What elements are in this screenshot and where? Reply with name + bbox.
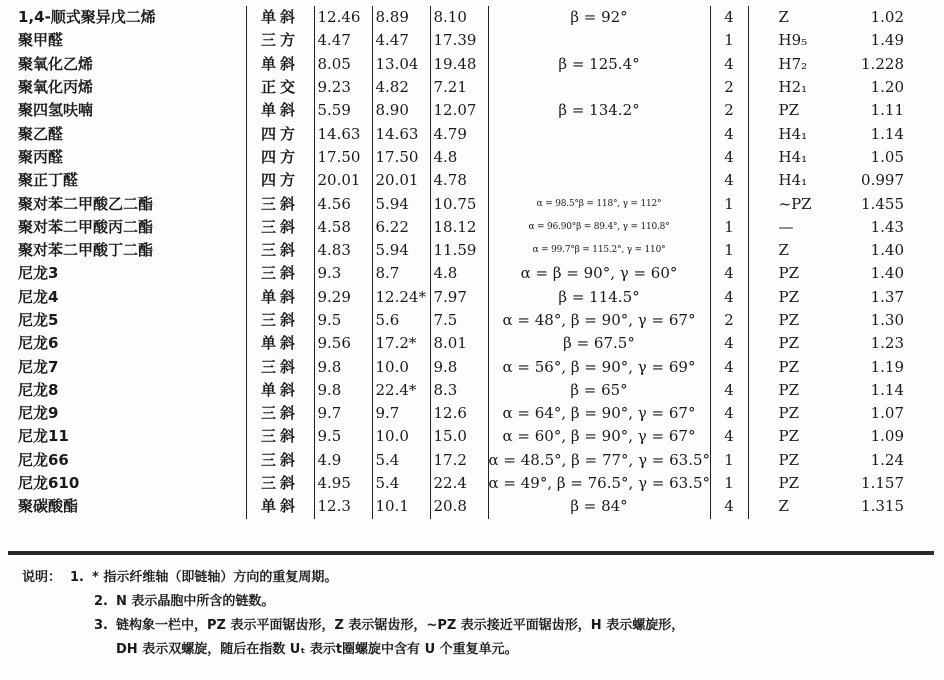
cell-lattice-b: 22.4* — [372, 379, 430, 402]
cell-conformation: Z — [748, 6, 834, 29]
cell-conformation: ~PZ — [748, 192, 834, 215]
cell-crystal-system: 三斜 — [246, 239, 314, 262]
cell-density: 1.23 — [870, 334, 904, 353]
cell-lattice-b: 5.94 — [372, 192, 430, 215]
cell-chain-count: 4 — [710, 53, 748, 76]
cell-lattice-c: 17.39 — [430, 29, 488, 52]
cell-conformation: Z — [748, 495, 834, 518]
cell-angles: β = 67.5° — [488, 332, 710, 355]
cell-lattice-a: 4.56 — [314, 192, 372, 215]
table-row — [6, 53, 938, 76]
cell-chain-count: 4 — [710, 495, 748, 518]
table-row — [6, 239, 938, 262]
cell-angles: β = 125.4° — [488, 53, 710, 76]
cell-lattice-b: 17.50 — [372, 146, 430, 169]
table-row — [6, 146, 938, 169]
cell-angles — [488, 169, 710, 192]
note-text: * 指示纤维轴（即链轴）方向的重复周期。 — [92, 570, 338, 585]
cell-angles: β = 65° — [488, 379, 710, 402]
cell-lattice-b: 8.89 — [372, 6, 430, 29]
cell-lattice-c: 12.07 — [430, 99, 488, 122]
cell-conformation: H2₁ — [748, 76, 834, 99]
cell-density: 1.14 — [870, 380, 904, 399]
cell-lattice-c: 7.97 — [430, 286, 488, 309]
cell-density: 1.09 — [870, 427, 904, 446]
cell-lattice-a: 9.7 — [314, 402, 372, 425]
table-row — [6, 76, 938, 99]
cell-chain-count: 1 — [710, 239, 748, 262]
cell-lattice-c: 10.75 — [430, 192, 488, 215]
notes-section — [22, 566, 922, 662]
cell-lattice-c: 8.3 — [430, 379, 488, 402]
cell-lattice-c: 19.48 — [430, 53, 488, 76]
cell-density: 1.455 — [861, 194, 904, 213]
cell-crystal-system: 三方 — [246, 29, 314, 52]
cell-lattice-a: 12.3 — [314, 495, 372, 518]
note-text-continuation: DH 表示双螺旋，随后在指数 Uₜ 表示t圈螺旋中含有 U 个重复单元。 — [116, 642, 518, 657]
cell-polymer-name: 尼龙11 — [18, 427, 69, 446]
cell-polymer-name: 聚对苯二甲酸丁二酯 — [18, 241, 154, 260]
cell-polymer-name: 聚对苯二甲酸丙二酯 — [18, 217, 154, 236]
cell-density: 1.40 — [870, 241, 904, 260]
cell-crystal-system: 单斜 — [246, 6, 314, 29]
cell-lattice-c: 15.0 — [430, 425, 488, 448]
cell-lattice-c: 18.12 — [430, 216, 488, 239]
cell-lattice-a: 9.5 — [314, 425, 372, 448]
cell-chain-count: 4 — [710, 6, 748, 29]
cell-lattice-a: 4.9 — [314, 449, 372, 472]
cell-lattice-b: 12.24* — [372, 286, 430, 309]
cell-polymer-name: 聚正丁醛 — [18, 171, 79, 190]
table-row — [6, 472, 938, 495]
table-row — [6, 402, 938, 425]
cell-density: 1.05 — [870, 147, 904, 166]
table-row — [6, 169, 938, 192]
cell-crystal-system: 正交 — [246, 76, 314, 99]
cell-lattice-c: 22.4 — [430, 472, 488, 495]
cell-angles: α = 64°, β = 90°, γ = 67° — [488, 402, 710, 425]
table-row — [6, 449, 938, 472]
cell-lattice-c: 7.5 — [430, 309, 488, 332]
cell-lattice-b: 5.4 — [372, 472, 430, 495]
cell-angles: α = 96.90°β = 89.4°, γ = 110.8° — [488, 216, 710, 239]
cell-crystal-system: 单斜 — [246, 379, 314, 402]
cell-conformation: H4₁ — [748, 169, 834, 192]
note-number: 1. — [70, 570, 84, 585]
cell-chain-count: 4 — [710, 332, 748, 355]
cell-lattice-b: 8.90 — [372, 99, 430, 122]
table-row — [6, 99, 938, 122]
table-row — [6, 332, 938, 355]
table-row — [6, 379, 938, 402]
cell-lattice-b: 13.04 — [372, 53, 430, 76]
cell-crystal-system: 三斜 — [246, 216, 314, 239]
cell-density: 1.11 — [870, 101, 904, 120]
cell-crystal-system: 三斜 — [246, 402, 314, 425]
cell-chain-count: 1 — [710, 472, 748, 495]
cell-lattice-a: 20.01 — [314, 169, 372, 192]
crystal-data-table — [6, 6, 938, 519]
cell-lattice-a: 9.8 — [314, 379, 372, 402]
cell-chain-count: 2 — [710, 76, 748, 99]
cell-chain-count: 4 — [710, 425, 748, 448]
cell-density: 1.40 — [870, 264, 904, 283]
cell-lattice-b: 5.4 — [372, 449, 430, 472]
cell-density: 1.30 — [870, 311, 904, 329]
table-row — [6, 216, 938, 239]
cell-lattice-b: 20.01 — [372, 169, 430, 192]
cell-conformation: PZ — [748, 262, 834, 285]
note-line-3 — [22, 614, 922, 638]
cell-angles: β = 84° — [488, 495, 710, 518]
cell-conformation: PZ — [748, 355, 834, 378]
cell-chain-count: 4 — [710, 355, 748, 378]
cell-angles: β = 134.2° — [488, 99, 710, 122]
cell-polymer-name: 聚丙醛 — [18, 147, 64, 166]
note-text: 链构象一栏中，PZ 表示平面锯齿形，Z 表示锯齿形，~PZ 表示接近平面锯齿形，H 表示螺旋形， — [116, 618, 685, 633]
table-row — [6, 355, 938, 378]
cell-conformation: H4₁ — [748, 122, 834, 145]
cell-angles — [488, 76, 710, 99]
cell-lattice-c: 7.21 — [430, 76, 488, 99]
note-number: 2. — [94, 594, 108, 609]
cell-angles: α = 60°, β = 90°, γ = 67° — [488, 425, 710, 448]
cell-crystal-system: 三斜 — [246, 309, 314, 332]
cell-polymer-name: 尼龙8 — [18, 380, 59, 399]
cell-lattice-b: 6.22 — [372, 216, 430, 239]
cell-chain-count: 4 — [710, 379, 748, 402]
cell-conformation: PZ — [748, 286, 834, 309]
cell-chain-count: 2 — [710, 309, 748, 332]
cell-density: 1.43 — [870, 217, 904, 236]
cell-chain-count: 4 — [710, 402, 748, 425]
cell-lattice-a: 12.46 — [314, 6, 372, 29]
cell-density: 1.49 — [870, 31, 904, 50]
cell-conformation: H7₂ — [748, 53, 834, 76]
cell-lattice-c: 9.8 — [430, 355, 488, 378]
cell-angles: α = 49°, β = 76.5°, γ = 63.5° — [488, 472, 710, 495]
cell-lattice-b: 5.94 — [372, 239, 430, 262]
cell-lattice-c: 8.10 — [430, 6, 488, 29]
cell-polymer-name: 聚碳酸酯 — [18, 497, 79, 516]
cell-lattice-a: 9.23 — [314, 76, 372, 99]
table-row — [6, 262, 938, 285]
cell-lattice-a: 4.47 — [314, 29, 372, 52]
cell-lattice-b: 14.63 — [372, 122, 430, 145]
cell-conformation: PZ — [748, 472, 834, 495]
cell-angles: α = β = 90°, γ = 60° — [488, 262, 710, 285]
cell-lattice-c: 4.8 — [430, 262, 488, 285]
cell-crystal-system: 四方 — [246, 122, 314, 145]
cell-chain-count: 1 — [710, 449, 748, 472]
cell-angles: α = 56°, β = 90°, γ = 69° — [488, 355, 710, 378]
table-row — [6, 122, 938, 145]
cell-lattice-b: 9.7 — [372, 402, 430, 425]
cell-crystal-system: 单斜 — [246, 332, 314, 355]
cell-conformation: PZ — [748, 379, 834, 402]
cell-density: 1.14 — [870, 124, 904, 143]
cell-crystal-system: 四方 — [246, 169, 314, 192]
table-row — [6, 425, 938, 448]
cell-lattice-b: 8.7 — [372, 262, 430, 285]
cell-lattice-b: 10.0 — [372, 355, 430, 378]
cell-lattice-b: 5.6 — [372, 309, 430, 332]
cell-lattice-c: 12.6 — [430, 402, 488, 425]
cell-lattice-a: 5.59 — [314, 99, 372, 122]
cell-chain-count: 1 — [710, 29, 748, 52]
cell-angles: α = 48.5°, β = 77°, γ = 63.5° — [488, 449, 710, 472]
cell-lattice-a: 4.83 — [314, 239, 372, 262]
cell-density: 1.19 — [870, 357, 904, 376]
cell-density: 1.228 — [861, 54, 904, 73]
cell-conformation: PZ — [748, 449, 834, 472]
cell-lattice-c: 4.79 — [430, 122, 488, 145]
cell-crystal-system: 单斜 — [246, 99, 314, 122]
cell-chain-count: 4 — [710, 122, 748, 145]
cell-crystal-system: 三斜 — [246, 449, 314, 472]
cell-chain-count: 1 — [710, 192, 748, 215]
note-number: 3. — [94, 618, 108, 633]
cell-density: 1.315 — [861, 497, 904, 516]
cell-density: 1.20 — [870, 78, 904, 97]
cell-polymer-name: 尼龙7 — [18, 357, 59, 376]
cell-chain-count: 2 — [710, 99, 748, 122]
cell-density: 1.157 — [861, 474, 904, 493]
cell-lattice-a: 9.8 — [314, 355, 372, 378]
cell-angles: β = 92° — [488, 6, 710, 29]
cell-lattice-b: 4.47 — [372, 29, 430, 52]
cell-conformation: PZ — [748, 402, 834, 425]
cell-chain-count: 4 — [710, 286, 748, 309]
cell-polymer-name: 聚乙醛 — [18, 124, 64, 143]
cell-lattice-c: 4.8 — [430, 146, 488, 169]
cell-lattice-a: 9.3 — [314, 262, 372, 285]
cell-lattice-c: 4.78 — [430, 169, 488, 192]
cell-crystal-system: 单斜 — [246, 53, 314, 76]
cell-crystal-system: 单斜 — [246, 495, 314, 518]
note-line-4 — [22, 638, 922, 662]
cell-angles: β = 114.5° — [488, 286, 710, 309]
cell-conformation: PZ — [748, 99, 834, 122]
cell-lattice-c: 11.59 — [430, 239, 488, 262]
cell-polymer-name: 尼龙610 — [18, 474, 80, 493]
cell-polymer-name: 尼龙6 — [18, 334, 59, 353]
cell-conformation: PZ — [748, 425, 834, 448]
cell-angles — [488, 146, 710, 169]
cell-polymer-name: 1,4-顺式聚异戊二烯 — [18, 8, 156, 27]
cell-polymer-name: 尼龙5 — [18, 311, 59, 329]
cell-crystal-system: 三斜 — [246, 472, 314, 495]
cell-polymer-name: 聚四氢呋喃 — [18, 101, 94, 120]
cell-chain-count: 1 — [710, 216, 748, 239]
cell-angles: α = 98.5°β = 118°, γ = 112° — [488, 192, 710, 215]
cell-lattice-a: 17.50 — [314, 146, 372, 169]
cell-crystal-system: 四方 — [246, 146, 314, 169]
cell-density: 1.24 — [870, 450, 904, 469]
cell-crystal-system: 三斜 — [246, 192, 314, 215]
table-row — [6, 29, 938, 52]
table-body — [6, 6, 938, 519]
note-line-2 — [22, 590, 922, 614]
cell-lattice-a: 4.58 — [314, 216, 372, 239]
cell-lattice-a: 9.5 — [314, 309, 372, 332]
cell-lattice-a: 9.29 — [314, 286, 372, 309]
table-row — [6, 309, 938, 332]
cell-conformation: PZ — [748, 332, 834, 355]
note-text: N 表示晶胞中所含的链数。 — [116, 594, 275, 609]
cell-crystal-system: 单斜 — [246, 286, 314, 309]
cell-conformation: PZ — [748, 309, 834, 332]
cell-polymer-name: 聚对苯二甲酸乙二酯 — [18, 194, 154, 213]
cell-lattice-b: 10.1 — [372, 495, 430, 518]
cell-chain-count: 4 — [710, 169, 748, 192]
cell-crystal-system: 三斜 — [246, 355, 314, 378]
cell-angles: α = 48°, β = 90°, γ = 67° — [488, 309, 710, 332]
cell-lattice-a: 14.63 — [314, 122, 372, 145]
cell-crystal-system: 三斜 — [246, 262, 314, 285]
cell-lattice-a: 8.05 — [314, 53, 372, 76]
cell-density: 1.37 — [870, 287, 904, 306]
cell-polymer-name: 聚氧化丙烯 — [18, 78, 94, 97]
notes-heading: 说明： — [22, 570, 62, 585]
cell-lattice-b: 17.2* — [372, 332, 430, 355]
note-line-1 — [22, 566, 922, 590]
table-row — [6, 192, 938, 215]
table-row — [6, 6, 938, 29]
cell-lattice-c: 20.8 — [430, 495, 488, 518]
cell-polymer-name: 聚甲醛 — [18, 31, 64, 50]
cell-conformation: Z — [748, 239, 834, 262]
cell-polymer-name: 聚氧化乙烯 — [18, 54, 94, 73]
cell-polymer-name: 尼龙66 — [18, 450, 69, 469]
cell-conformation: H4₁ — [748, 146, 834, 169]
cell-density: 0.997 — [861, 171, 904, 190]
cell-chain-count: 4 — [710, 146, 748, 169]
table-row — [6, 495, 938, 518]
cell-lattice-c: 17.2 — [430, 449, 488, 472]
cell-lattice-a: 9.56 — [314, 332, 372, 355]
cell-lattice-c: 8.01 — [430, 332, 488, 355]
cell-chain-count: 4 — [710, 262, 748, 285]
cell-density: 1.02 — [870, 8, 904, 27]
cell-lattice-b: 10.0 — [372, 425, 430, 448]
cell-angles — [488, 122, 710, 145]
cell-polymer-name: 尼龙9 — [18, 404, 59, 423]
cell-angles: α = 99.7°β = 115.2°, γ = 110° — [488, 239, 710, 262]
cell-conformation: H9₅ — [748, 29, 834, 52]
table-bottom-rule — [8, 551, 934, 555]
cell-angles — [488, 29, 710, 52]
cell-density: 1.07 — [870, 404, 904, 423]
table-row — [6, 286, 938, 309]
cell-lattice-a: 4.95 — [314, 472, 372, 495]
cell-polymer-name: 尼龙4 — [18, 287, 59, 306]
cell-lattice-b: 4.82 — [372, 76, 430, 99]
cell-crystal-system: 三斜 — [246, 425, 314, 448]
cell-polymer-name: 尼龙3 — [18, 264, 59, 283]
cell-conformation: — — [748, 216, 834, 239]
